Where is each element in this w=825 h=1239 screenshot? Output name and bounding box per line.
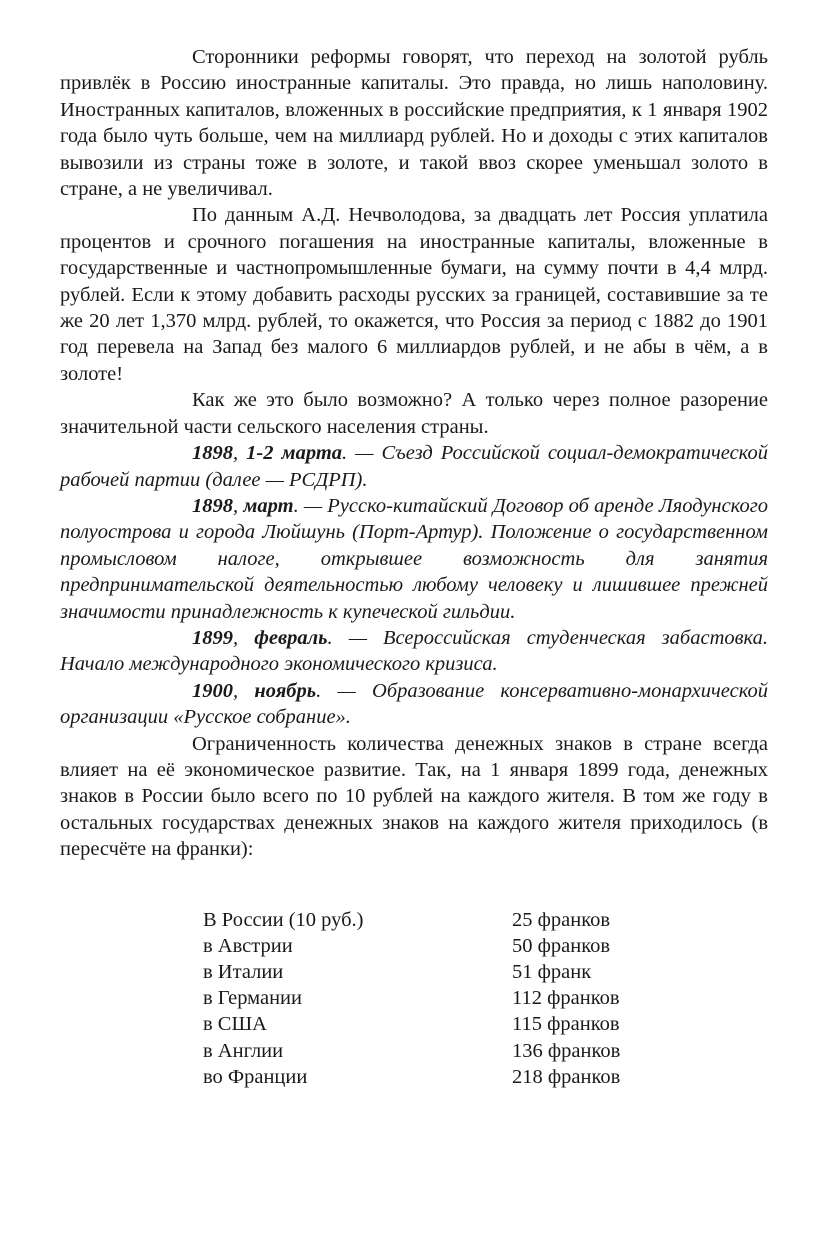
chronicle-text: . — Русско-китайский Договор об аренде Ляодунского полуострова и города Люйшунь (Порт-Артур). Положение о государственном промысловом налоге, открывшее возможность для занятия предпринимательской деятельностью любому человеку и лишившее прежней значимости принадлежность к купеческой гильдии. xyxy=(60,494,768,623)
country-cell: в Австрии xyxy=(203,934,293,957)
table-row xyxy=(203,959,620,985)
table-row xyxy=(203,933,620,959)
table-row xyxy=(203,1011,620,1037)
amount-cell: 218 франков xyxy=(512,1065,621,1088)
amount-cell: 51 франк xyxy=(512,961,592,983)
paragraph-reform-critique: Сторонники реформы говорят, что переход на золотой рубль привлёк в Россию иностранные капиталы. Это правда, но лишь наполовину. Иностранных капиталов, вложенных в российские предприятия, к 1 января 1902 года было чуть больше, чем на миллиард рублей. Но и доходы с этих капиталов вывозили из страны тоже в золоте, и такой ввоз скорее уменьшал золото в стране, а не увеличивал. xyxy=(60,46,768,201)
table-row xyxy=(203,907,620,933)
chronicle-entry: 1900, ноябрь. — Образование консервативно-монархической организации «Русское собрание». xyxy=(60,679,769,729)
paragraph-nechvolodov-data: По данным А.Д. Нечволодова, за двадцать лет Россия уплатила процентов и срочного погашения на иностранные капиталы, вложенные в государственные и частнопромышленные бумаги, на сумму почти в 4,4 млрд. рублей. Если к этому добавить расходы русских за границей, составившие за те же 20 лет 1,370 млрд. рублей, то окажется, что Россия за период с 1882 до 1901 год перевела на Запад без малого 6 миллиардов рублей, и не абы в чём, а в золоте! xyxy=(60,204,768,385)
chronicle-entry: 1898, март. — Русско-китайский Договор об аренде Ляодунского полуострова и города Люйшунь (Порт-Артур). Положение о государственном промысловом налоге, открывшее возможность для занятия предпринимательской деятельностью любому человеку и лишившее прежней значимости принадлежность к купеческой гильдии. xyxy=(60,494,768,623)
country-cell: В России (10 руб.) xyxy=(203,908,364,931)
amount-cell: 136 франков xyxy=(512,1039,621,1062)
amount-cell: 25 франков xyxy=(512,908,611,931)
chronicle-year: 1898 xyxy=(192,494,233,517)
chronicle-text: . — Образование консервативно-монархической организации «Русское собрание». xyxy=(60,679,769,729)
country-cell: в Англии xyxy=(203,1039,284,1062)
amount-cell: 50 франков xyxy=(512,934,611,957)
chronicle-date: 1-2 марта xyxy=(246,442,343,465)
chronicle-date: февраль xyxy=(254,626,328,649)
money-per-capita-table xyxy=(203,907,620,1090)
chronicle-year: 1899 xyxy=(192,626,233,649)
amount-cell: 115 франков xyxy=(512,1013,620,1036)
paragraph-question: Как же это было возможно? А только через полное разорение значительной части сельского населения страны. xyxy=(60,389,768,438)
table-row xyxy=(203,1038,620,1064)
country-cell: во Франции xyxy=(203,1065,308,1088)
document-page xyxy=(60,44,768,1090)
amount-cell: 112 франков xyxy=(512,987,620,1010)
chronicle-year: 1900 xyxy=(192,679,233,702)
country-cell: в США xyxy=(203,1013,267,1036)
chronicle-entry: 1898, 1-2 марта. — Съезд Российской социал-демократической рабочей партии (далее — РСДРП). xyxy=(60,442,768,491)
chronicle-text: . — Съезд Российской социал-демократической рабочей партии (далее — РСДРП). xyxy=(60,442,768,491)
paragraph-money-supply: Ограниченность количества денежных знаков в стране всегда влияет на её экономическое развитие. Так, на 1 января 1899 года, денежных знаков в России было всего по 10 рублей на каждого жителя. В том же году в остальных государствах денежных знаков на каждого жителя приходилось (в пересчёте на франки): xyxy=(60,732,768,861)
country-cell: в Германии xyxy=(203,987,302,1010)
country-cell: в Италии xyxy=(203,961,284,983)
chronicle-entry: 1899, февраль. — Всероссийская студенческая забастовка. Начало международного экономического кризиса. xyxy=(60,626,768,676)
chronicle-date: ноябрь xyxy=(254,679,317,702)
chronicle-year: 1898 xyxy=(192,442,233,465)
table-row xyxy=(203,1064,620,1090)
chronicle-text: . — Всероссийская студенческая забастовка. Начало международного экономического кризиса. xyxy=(60,626,768,676)
chronicle-date: март xyxy=(243,494,294,517)
table-row xyxy=(203,985,620,1011)
